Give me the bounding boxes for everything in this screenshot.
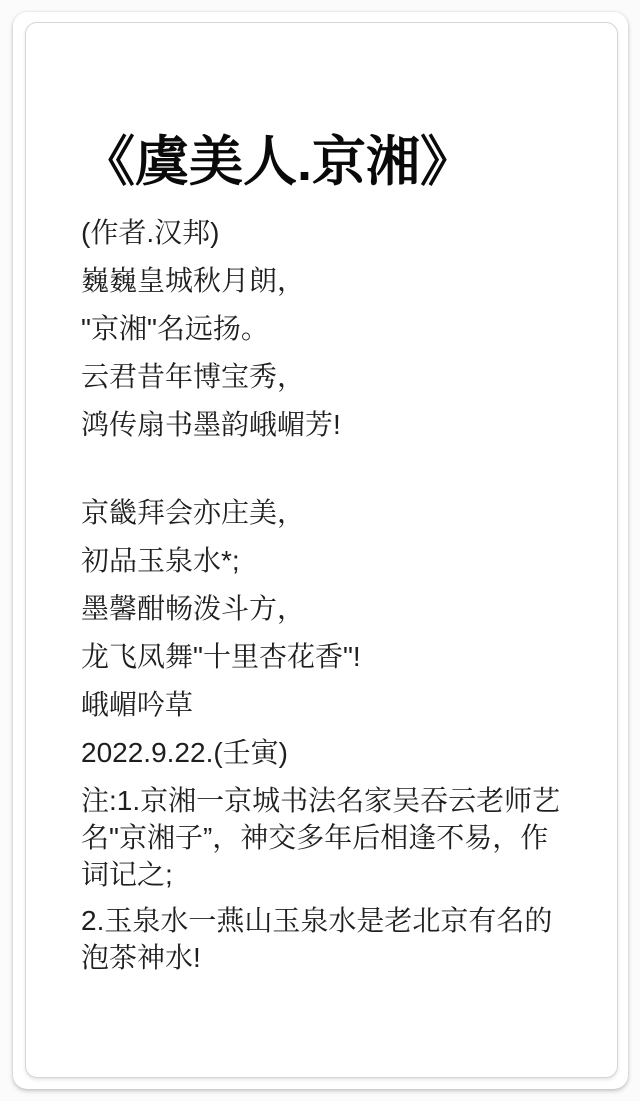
article-card: [13, 12, 628, 1089]
notes-section: [81, 782, 563, 976]
poem-line: "京湘"名远扬。: [81, 313, 269, 344]
poem-line: 龙飞凤舞"十里杏花香"!: [81, 641, 361, 672]
poem-line: 墨馨酣畅泼斗方，: [81, 593, 306, 624]
stanza-1: [81, 262, 563, 444]
date-line: 2022.9.22.(壬寅): [81, 737, 288, 768]
poem-line: 京畿拜会亦庄美，: [81, 497, 306, 528]
poem-line: 巍巍皇城秋月朗，: [81, 265, 306, 296]
poem-title: 《虞美人.京湘》: [81, 132, 475, 192]
author-line: (作者.汉邦): [81, 217, 220, 248]
note-paragraph: 注:1.京湘一京城书法名家吴吞云老师艺名"京湘子”，神交多年后相逢不易，作词记之;: [81, 785, 561, 890]
inner-frame: [25, 22, 618, 1078]
poem-line: 鸿传扇书墨韵峨嵋芳!: [81, 409, 341, 440]
signature-line: 峨嵋吟草: [81, 689, 194, 720]
poem-line: 云君昔年博宝秀，: [81, 361, 306, 392]
stanza-2: [81, 494, 563, 676]
poem-line: 初品玉泉水*;: [81, 545, 240, 576]
note-paragraph: 2.玉泉水一燕山玉泉水是老北京有名的泡茶神水!: [81, 905, 553, 973]
poem-content: [81, 127, 563, 985]
stanza-separator: [81, 454, 563, 494]
